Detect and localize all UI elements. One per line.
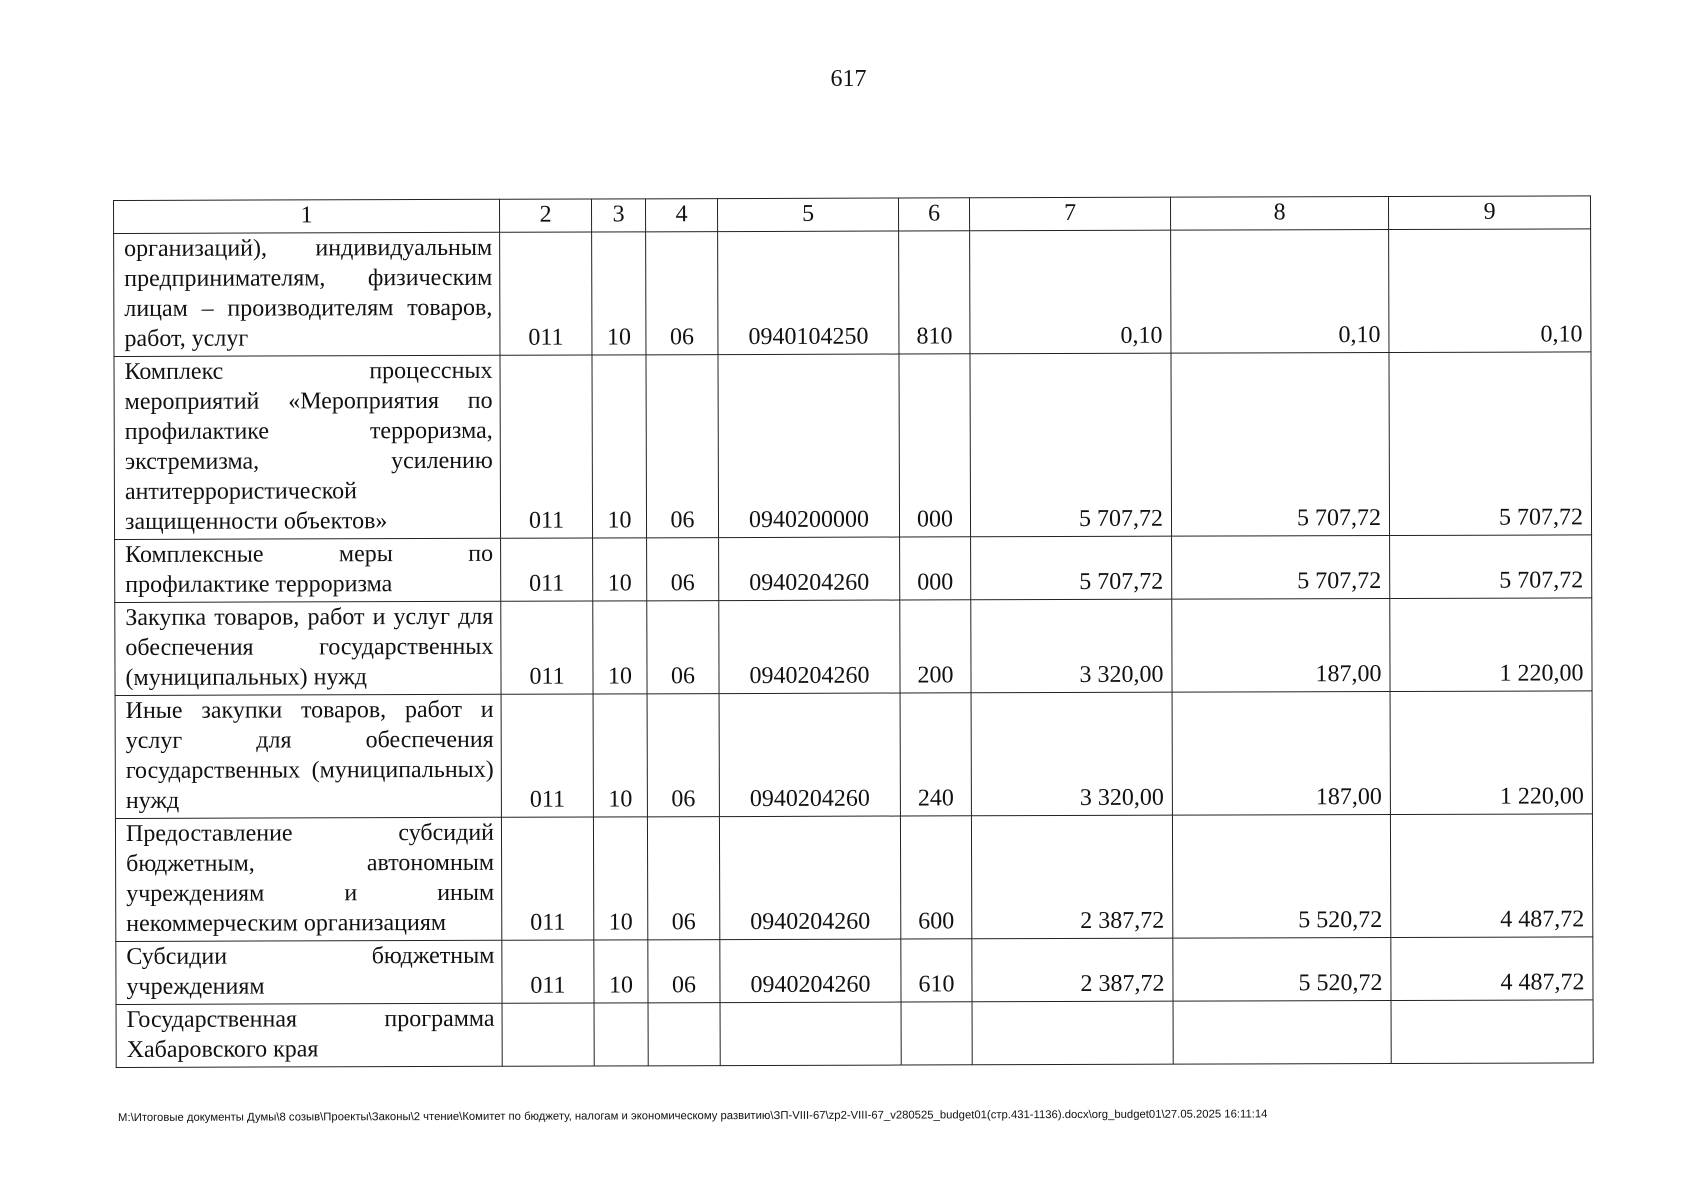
cell-code-3: 10	[592, 355, 647, 538]
cell-amount-7: 2 387,72	[971, 815, 1172, 939]
cell-code-3	[594, 1003, 648, 1066]
cell-code-2: 011	[501, 601, 593, 694]
cell-code-2: 011	[501, 538, 593, 601]
row-name: Закупка товаров, работ и услуг для обеспечения государственных (муниципальных) нужд	[115, 601, 501, 695]
cell-code-6: 000	[900, 537, 971, 600]
cell-code-5: 0940204260	[719, 693, 900, 817]
cell-amount-9	[1391, 1000, 1593, 1064]
cell-amount-8: 5 520,72	[1173, 937, 1391, 1001]
cell-code-3: 10	[593, 601, 647, 694]
cell-code-2: 011	[500, 232, 592, 355]
table-row	[116, 1000, 1593, 1068]
cell-code-3: 10	[594, 940, 648, 1003]
cell-amount-9: 1 220,00	[1390, 598, 1592, 692]
cell-code-6	[901, 1002, 972, 1065]
table-row	[114, 352, 1592, 540]
cell-code-4: 06	[647, 601, 719, 694]
cell-code-3: 10	[593, 817, 647, 940]
row-name: Комплекс процессных мероприятий «Мероприятия по профилактике терроризма, экстремизма, усилению антитеррористической защищенности объектов»	[114, 355, 501, 539]
cell-code-4: 06	[647, 694, 719, 817]
cell-code-6: 200	[900, 600, 971, 693]
cell-code-3: 10	[593, 694, 647, 817]
column-header: 9	[1388, 196, 1590, 230]
cell-amount-8: 5 520,72	[1172, 814, 1390, 938]
document-file-path: M:\Итоговые документы Думы\8 созыв\Проекты\Законы\2 чтение\Комитет по бюджету, налогам и экономическому развитию\ЗП-VIII-67\zp2-VIII-67_v280525_budget01(стр.431-1136).docx\org_budget01\27.05.2025 16:11:14	[118, 1108, 1268, 1124]
table-row	[116, 937, 1593, 1005]
cell-code-2: 011	[501, 817, 593, 940]
cell-code-5: 0940104250	[718, 231, 899, 355]
cell-code-5: 0940204260	[719, 816, 900, 940]
cell-code-5: 0940200000	[718, 354, 900, 538]
table-row	[114, 229, 1591, 357]
cell-amount-7: 3 320,00	[971, 599, 1172, 693]
cell-code-6: 240	[900, 693, 971, 816]
table-row	[115, 814, 1592, 942]
cell-code-6: 610	[901, 939, 972, 1002]
cell-code-6: 000	[899, 354, 971, 537]
page-number: 617	[830, 66, 867, 92]
column-header: 8	[1170, 196, 1388, 230]
cell-code-4: 06	[647, 817, 719, 940]
cell-code-2: 011	[501, 694, 593, 817]
budget-table	[113, 195, 1594, 1068]
cell-code-4: 06	[646, 355, 719, 538]
cell-amount-7: 2 387,72	[972, 938, 1173, 1002]
cell-amount-9: 5 707,72	[1390, 535, 1592, 599]
cell-amount-8: 5 707,72	[1172, 535, 1390, 599]
row-name: Предоставление субсидий бюджетным, автономным учреждениям и иным некоммерческим организациям	[115, 817, 501, 941]
row-name: организаций), индивидуальным предпринимателям, физическим лицам – производителям товаров, работ, услуг	[114, 232, 500, 356]
column-header: 3	[591, 199, 645, 232]
table-row	[115, 535, 1592, 603]
cell-amount-9: 4 487,72	[1391, 937, 1593, 1001]
column-header: 7	[969, 197, 1170, 231]
cell-code-2	[502, 1003, 594, 1066]
column-header: 1	[114, 199, 500, 233]
cell-code-5: 0940204260	[719, 537, 900, 601]
table-row	[115, 691, 1592, 819]
cell-amount-7	[972, 1001, 1173, 1065]
cell-code-4: 06	[647, 538, 719, 601]
cell-amount-9: 4 487,72	[1390, 814, 1592, 938]
cell-code-6: 810	[899, 231, 970, 354]
row-name: Государственная программа Хабаровского края	[116, 1003, 502, 1067]
cell-amount-8	[1173, 1000, 1391, 1064]
cell-amount-8: 0,10	[1171, 229, 1389, 353]
cell-code-4	[648, 1003, 720, 1066]
cell-code-4: 06	[648, 940, 720, 1003]
table-row	[115, 598, 1592, 696]
cell-code-6: 600	[900, 816, 971, 939]
cell-amount-9: 1 220,00	[1390, 691, 1592, 815]
cell-code-3: 10	[593, 538, 647, 601]
cell-code-2: 011	[500, 355, 593, 538]
cell-amount-7: 3 320,00	[971, 692, 1172, 816]
column-header: 5	[717, 198, 898, 232]
column-header: 4	[645, 199, 717, 232]
cell-amount-9: 0,10	[1389, 229, 1591, 353]
cell-code-5: 0940204260	[720, 939, 901, 1003]
table-header-row	[114, 196, 1591, 234]
cell-amount-8: 5 707,72	[1171, 352, 1390, 536]
cell-code-5: 0940204260	[719, 600, 900, 694]
cell-code-4: 06	[646, 232, 718, 355]
cell-amount-9: 5 707,72	[1389, 352, 1592, 536]
row-name: Иные закупки товаров, работ и услуг для обеспечения государственных (муниципальных) нужд	[115, 694, 501, 818]
cell-amount-7: 5 707,72	[971, 536, 1172, 600]
row-name: Субсидии бюджетным учреждениям	[116, 940, 502, 1004]
cell-amount-7: 5 707,72	[970, 353, 1172, 537]
row-name: Комплексные меры по профилактике терроризма	[115, 538, 501, 602]
cell-amount-7: 0,10	[970, 230, 1171, 354]
cell-amount-8: 187,00	[1172, 691, 1390, 815]
cell-code-5	[720, 1002, 901, 1066]
cell-code-2: 011	[502, 940, 594, 1003]
column-header: 2	[499, 199, 591, 232]
cell-code-3: 10	[592, 232, 646, 355]
column-header: 6	[898, 198, 969, 231]
cell-amount-8: 187,00	[1172, 598, 1390, 692]
